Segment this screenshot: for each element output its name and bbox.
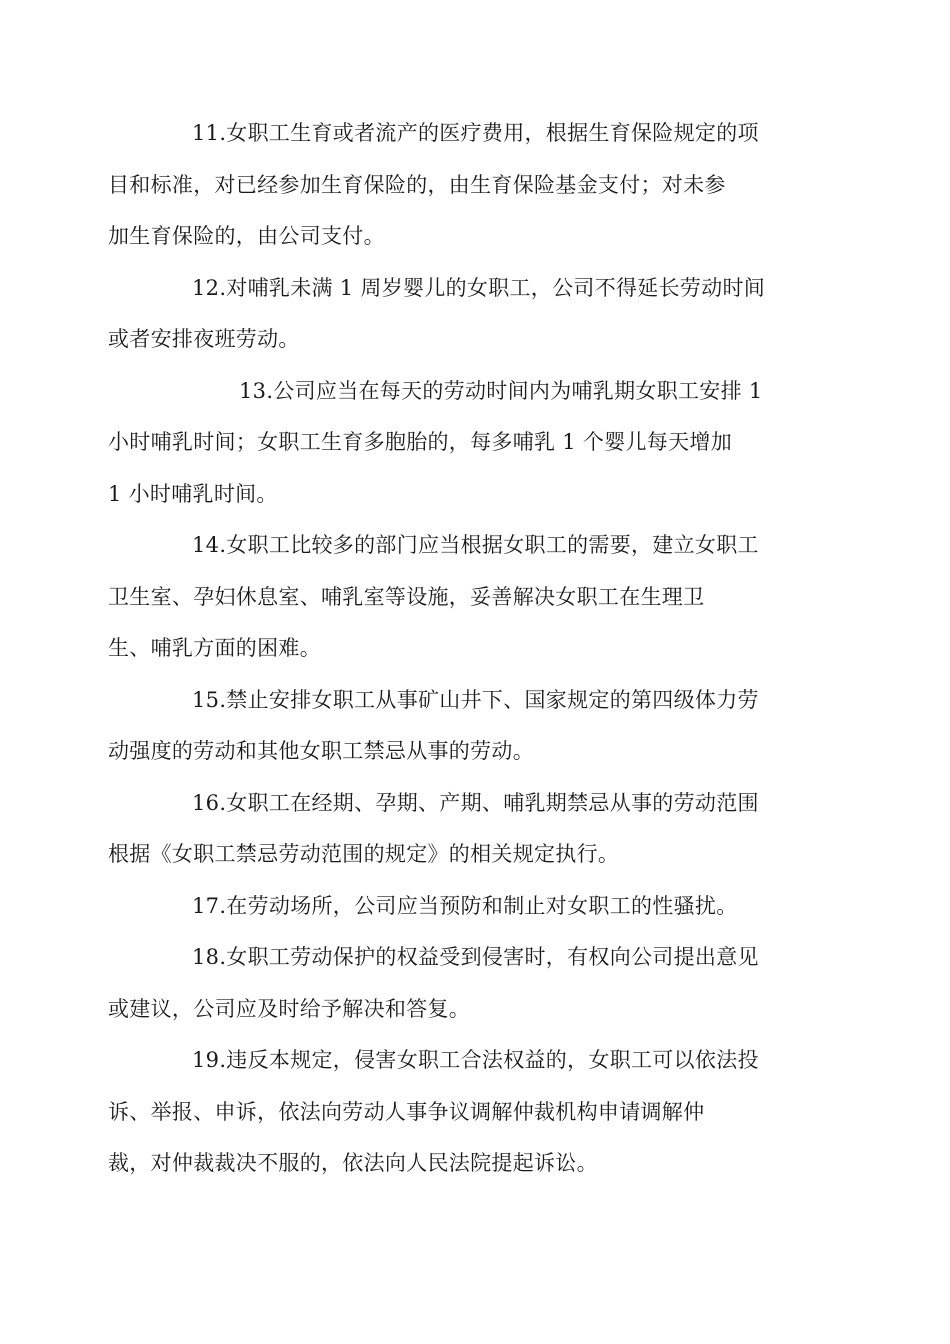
paragraph-line: 18.女职工劳动保护的权益受到侵害时，有权向公司提出意见 [192, 945, 759, 969]
paragraph-12 [108, 263, 810, 366]
paragraph-14 [108, 520, 810, 675]
paragraph-line: 12.对哺乳未满 1 周岁婴儿的女职工，公司不得延长劳动时间 [192, 275, 766, 300]
paragraph-line: 根据《女职工禁忌劳动范围的规定》的相关规定执行。 [108, 842, 620, 866]
paragraph-11 [108, 108, 810, 263]
paragraph-15 [108, 675, 810, 778]
paragraph-line: 15.禁止安排女职工从事矿山井下、国家规定的第四级体力劳 [192, 687, 759, 712]
paragraph-line: 14.女职工比较多的部门应当根据女职工的需要，建立女职工 [192, 533, 759, 557]
paragraph-line: 17.在劳动场所，公司应当预防和制止对女职工的性骚扰。 [192, 893, 738, 918]
paragraph-line: 卫生室、孕妇休息室、哺乳室等设施，妥善解决女职工在生理卫 [108, 584, 705, 609]
paragraph-16 [108, 778, 810, 881]
paragraph-line: 或者安排夜班劳动。 [108, 327, 300, 351]
paragraph-line: 动强度的劳动和其他女职工禁忌从事的劳动。 [108, 739, 534, 763]
document-body [108, 108, 810, 1190]
paragraph-line: 13.公司应当在每天的劳动时间内为哺乳期女职工安排 1 [239, 378, 763, 403]
paragraph-line: 16.女职工在经期、孕期、产期、哺乳期禁忌从事的劳动范围 [192, 790, 759, 815]
paragraph-line: 生、哺乳方面的困难。 [108, 636, 321, 660]
paragraph-17 [150, 881, 810, 933]
paragraph-line: 1 小时哺乳时间。 [108, 481, 278, 506]
paragraph-line: 11.女职工生育或者流产的医疗费用，根据生育保险规定的项 [192, 121, 759, 145]
paragraph-line: 裁，对仲裁裁决不服的，依法向人民法院提起诉讼。 [108, 1151, 598, 1175]
paragraph-line: 加生育保险的，由公司支付。 [108, 224, 385, 248]
paragraph-19 [108, 1035, 810, 1190]
paragraph-line: 诉、举报、申诉，依法向劳动人事争议调解仲裁机构申请调解仲 [108, 1099, 705, 1124]
paragraph-line: 或建议，公司应及时给予解决和答复。 [108, 996, 471, 1021]
paragraph-18 [108, 932, 810, 1035]
paragraph-line: 小时哺乳时间；女职工生育多胞胎的，每多哺乳 1 个婴儿每天增加 [108, 430, 733, 454]
paragraph-line: 19.违反本规定，侵害女职工合法权益的，女职工可以依法投 [192, 1048, 759, 1072]
paragraph-13 [108, 366, 810, 521]
paragraph-line: 目和标准，对已经参加生育保险的，由生育保险基金支付；对未参 [108, 172, 726, 197]
